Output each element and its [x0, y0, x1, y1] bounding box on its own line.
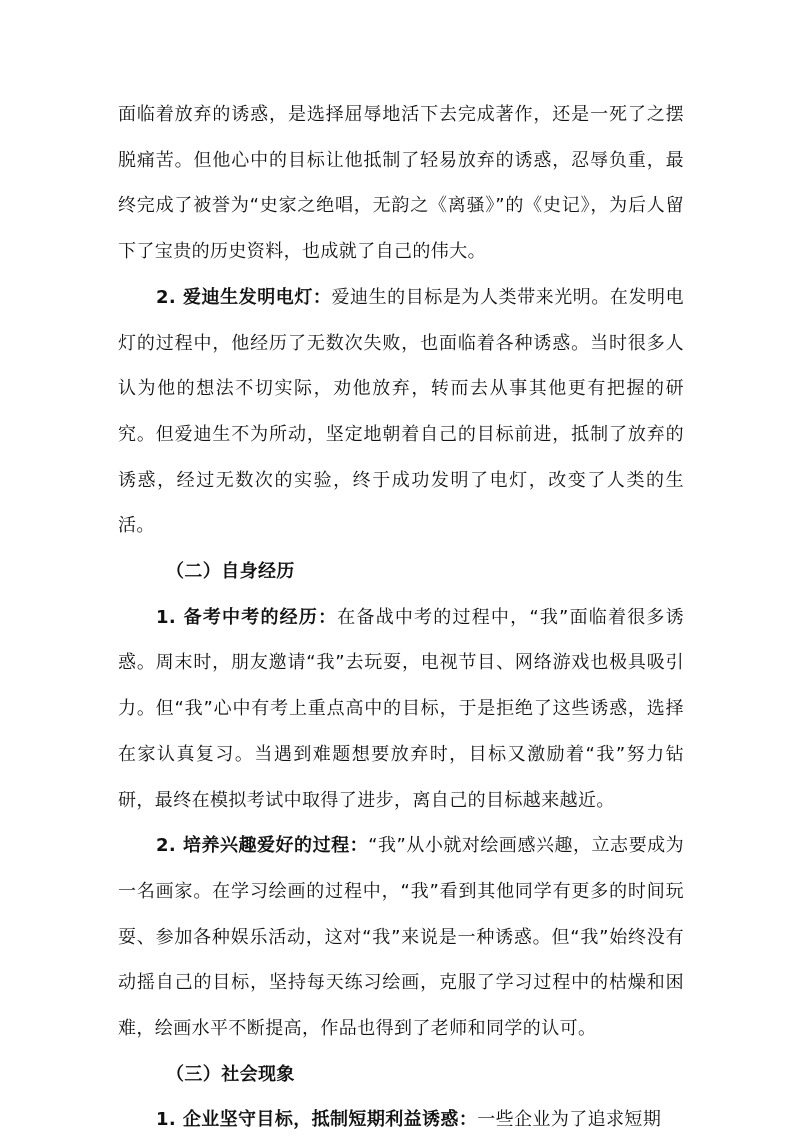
- section-heading-personal-experience: （二）自身经历: [166, 561, 295, 583]
- document-body: [118, 92, 684, 1143]
- paragraph-edison: [118, 275, 684, 549]
- paragraph-text: 一些企业为了追求短期: [477, 1109, 662, 1131]
- paragraph-text: 爱迪生的目标是为人类带来光明。在发明电灯的过程中，他经历了无数次失败，也面临着各种诱惑。当时很多人认为他的想法不切实际，劝他放弃，转而去从事其他更有把握的研究。但爱迪生不为所动，坚定地朝着自己的目标前进，抵制了放弃的诱惑，经过无数次的实验，终于成功发明了电灯，改变了人类的生活。: [118, 286, 684, 537]
- paragraph-lead: 1. 备考中考的经历：: [156, 606, 338, 628]
- paragraph-sima-qian: [118, 92, 684, 275]
- paragraph-exam-preparation: [118, 595, 684, 824]
- paragraph-hobby: [118, 823, 684, 1052]
- paragraph-lead: 2. 培养兴趣爱好的过程：: [156, 835, 369, 857]
- paragraph-lead: 2. 爱迪生发明电灯：: [156, 286, 332, 308]
- paragraph-lead: 1. 企业坚守目标，抵制短期利益诱惑：: [156, 1109, 478, 1131]
- section-heading-social-phenomena: （三）社会现象: [166, 1063, 295, 1085]
- paragraph-text: 在备战中考的过程中，“我”面临着很多诱惑。周末时，朋友邀请“我”去玩耍，电视节目、网络游戏也极具吸引力。但“我”心中有考上重点高中的目标，于是拒绝了这些诱惑，选择在家认真复习。当遇到难题想要放弃时，目标又激励着“我”努力钻研，最终在模拟考试中取得了进步，离自己的目标越来越近。: [118, 606, 685, 811]
- paragraph-enterprise: [118, 1097, 684, 1143]
- paragraph-text: “我”从小就对绘画感兴趣，立志要成为一名画家。在学习绘画的过程中，“我”看到其他同学有更多的时间玩耍、参加各种娱乐活动，这对“我”来说是一种诱惑。但“我”始终没有动摇自己的目标，坚持每天练习绘画，克服了学习过程中的枯燥和困难，绘画水平不断提高，作品也得到了老师和同学的认可。: [118, 835, 685, 1040]
- paragraph-text: 面临着放弃的诱惑，是选择屈辱地活下去完成著作，还是一死了之摆脱痛苦。但他心中的目标让他抵制了轻易放弃的诱惑，忍辱负重，最终完成了被誉为“史家之绝唱，无韵之《离骚》”的《史记》，为后人留下了宝贵的历史资料，也成就了自己的伟大。: [118, 104, 684, 263]
